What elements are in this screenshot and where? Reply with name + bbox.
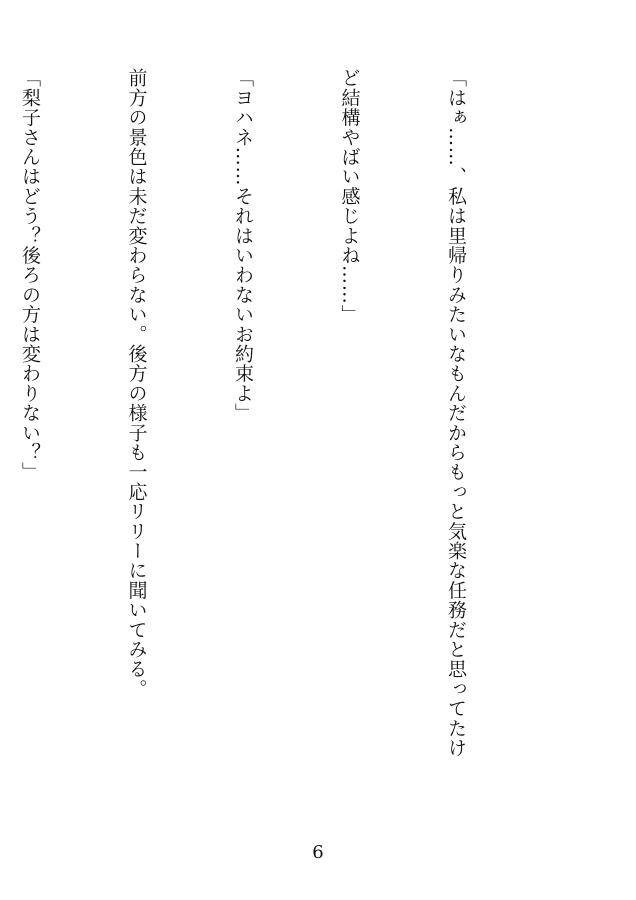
text-line: 「はぁ……、私は里帰りみたいなもんだからもっと気楽な任務だと思ってたけ [445, 68, 467, 758]
text-line: ど結構やばい感じよね……」 [338, 68, 361, 325]
text-line: 前方の景色は未だ変わらない。後方の様子も一応リリーに聞いてみる。 [125, 68, 148, 699]
text-line: 「梨子さんはどう？後ろの方は変わりない？」 [19, 68, 41, 482]
vertical-text-body [0, 68, 544, 828]
page-number: 6 [312, 842, 324, 863]
text-line: 「ヨハネ……それはいわないお約束よ」 [232, 68, 254, 423]
